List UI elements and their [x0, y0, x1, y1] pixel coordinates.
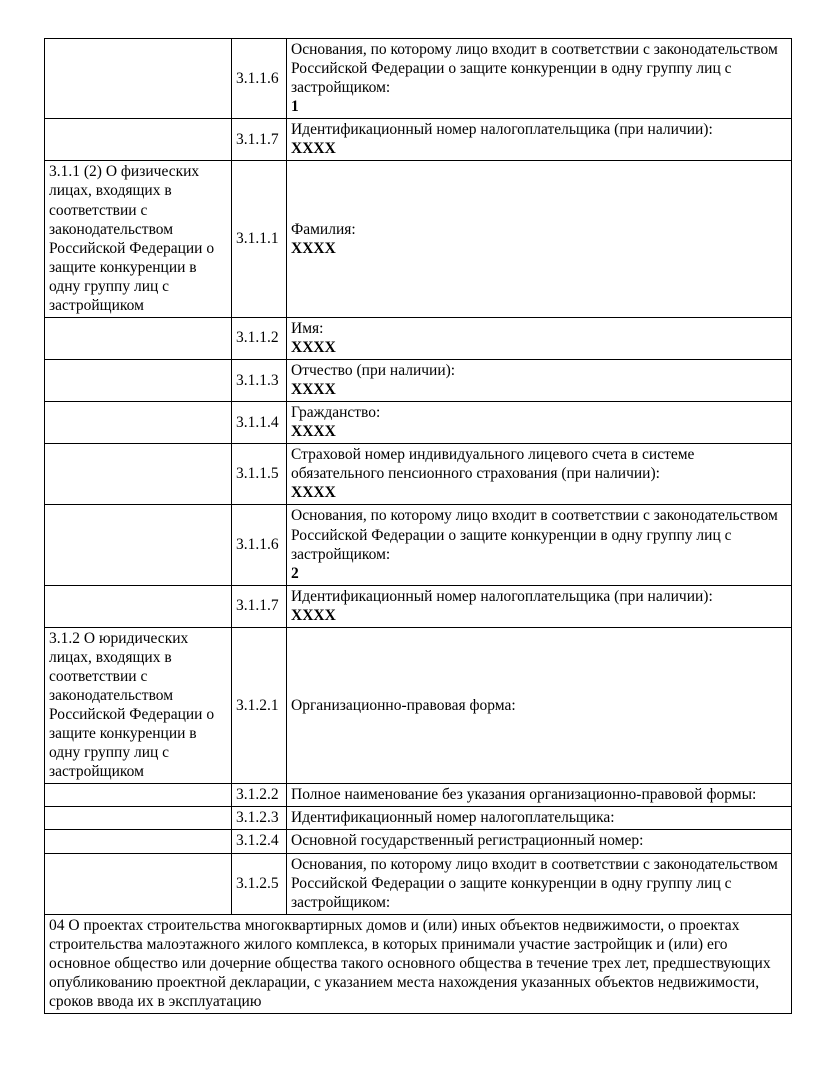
field-label: Имя: [291, 319, 324, 337]
field-cell [287, 853, 792, 914]
item-code: 3.1.2.1 [232, 627, 287, 784]
field-label: Гражданство: [291, 404, 381, 422]
table-row [45, 807, 792, 830]
field-label: Фамилия: [291, 220, 356, 238]
item-code: 3.1.1.6 [232, 505, 287, 585]
table-row [45, 784, 792, 807]
field-value: ХХХХ [291, 140, 336, 158]
item-code: 3.1.1.4 [232, 402, 287, 444]
field-label: Идентификационный номер налогоплательщика (при наличии): [291, 587, 713, 605]
field-cell [287, 585, 792, 627]
field-cell [287, 119, 792, 161]
item-code: 3.1.1.5 [232, 444, 287, 505]
field-value: ХХХХ [291, 239, 336, 257]
field-cell [287, 402, 792, 444]
table-row [45, 585, 792, 627]
field-label: Страховой номер индивидуального лицевого счета в системе обязательного пенсионного страхования (при наличии): [291, 446, 695, 483]
section-04-row [45, 914, 792, 1013]
field-label: Основания, по которому лицо входит в соответствии с законодательством Российской Федерации о защите конкуренции в одну группу лиц с застройщиком: [291, 507, 778, 563]
field-label: Идентификационный номер налогоплательщика: [291, 809, 615, 827]
table-footer-body [45, 914, 792, 1013]
section-cell [45, 830, 232, 853]
section-cell [45, 317, 232, 359]
field-label: Основания, по которому лицо входит в соответствии с законодательством Российской Федерации о защите конкуренции в одну группу лиц с застройщиком: [291, 41, 778, 97]
field-value: 1 [291, 98, 299, 116]
item-code: 3.1.1.2 [232, 317, 287, 359]
table-row [45, 505, 792, 585]
item-code: 3.1.2.5 [232, 853, 287, 914]
table-body [45, 39, 792, 915]
field-cell [287, 317, 792, 359]
section-cell [45, 39, 232, 119]
field-value: ХХХХ [291, 484, 336, 502]
section-cell [45, 360, 232, 402]
field-cell [287, 161, 792, 318]
item-code: 3.1.2.4 [232, 830, 287, 853]
table-row [45, 360, 792, 402]
field-label: Основной государственный регистрационный номер: [291, 832, 644, 850]
field-cell [287, 627, 792, 784]
field-value: ХХХХ [291, 423, 336, 441]
field-value: ХХХХ [291, 606, 336, 624]
field-cell [287, 830, 792, 853]
field-value: ХХХХ [291, 338, 336, 356]
field-label: Организационно-правовая форма: [291, 696, 516, 714]
section-cell [45, 585, 232, 627]
field-value: 2 [291, 564, 299, 582]
table-row [45, 402, 792, 444]
item-code: 3.1.1.7 [232, 585, 287, 627]
field-label: Отчество (при наличии): [291, 362, 456, 379]
item-code: 3.1.1.7 [232, 119, 287, 161]
section-cell [45, 505, 232, 585]
field-cell [287, 444, 792, 505]
section-cell [45, 444, 232, 505]
field-label: Полное наименование без указания организационно-правовой формы: [291, 786, 757, 804]
field-cell [287, 807, 792, 830]
item-code: 3.1.1.3 [232, 360, 287, 402]
table-row [45, 853, 792, 914]
item-code: 3.1.1.1 [232, 161, 287, 318]
section-cell: 3.1.1 (2) О физических лицах, входящих в соответствии с законодательством Российской Федерации о защите конкуренции в одну группу лиц с застройщиком [45, 161, 232, 318]
table-row [45, 119, 792, 161]
table-row [45, 444, 792, 505]
field-cell [287, 784, 792, 807]
section-04-text: 04 О проектах строительства многоквартирных домов и (или) иных объектов недвижимости, о проектах строительства малоэтажного жилого комплекса, в которых принимали участие застройщик и (или) его основное общество или дочерние общества такого основного общества в течение трех лет, предшествующих опубликованию проектной декларации, с указанием места нахождения указанных объектов недвижимости, сроков ввода их в эксплуатацию [45, 914, 792, 1013]
item-code: 3.1.2.3 [232, 807, 287, 830]
declaration-table [44, 38, 792, 1014]
section-cell [45, 402, 232, 444]
field-label: Идентификационный номер налогоплательщика (при наличии): [291, 121, 713, 139]
section-cell [45, 807, 232, 830]
table-row [45, 317, 792, 359]
table-row [45, 627, 792, 784]
section-cell [45, 784, 232, 807]
item-code: 3.1.1.6 [232, 39, 287, 119]
item-code: 3.1.2.2 [232, 784, 287, 807]
table-row [45, 161, 792, 318]
field-cell [287, 39, 792, 119]
section-cell [45, 119, 232, 161]
field-value: ХХХХ [291, 381, 336, 399]
table-row [45, 39, 792, 119]
section-cell: 3.1.2 О юридических лицах, входящих в соответствии с законодательством Российской Федерации о защите конкуренции в одну группу лиц с застройщиком [45, 627, 232, 784]
field-cell [287, 360, 792, 402]
table-row [45, 830, 792, 853]
field-label: Основания, по которому лицо входит в соответствии с законодательством Российской Федерации о защите конкуренции в одну группу лиц с застройщиком: [291, 855, 778, 911]
section-cell [45, 853, 232, 914]
field-cell [287, 505, 792, 585]
